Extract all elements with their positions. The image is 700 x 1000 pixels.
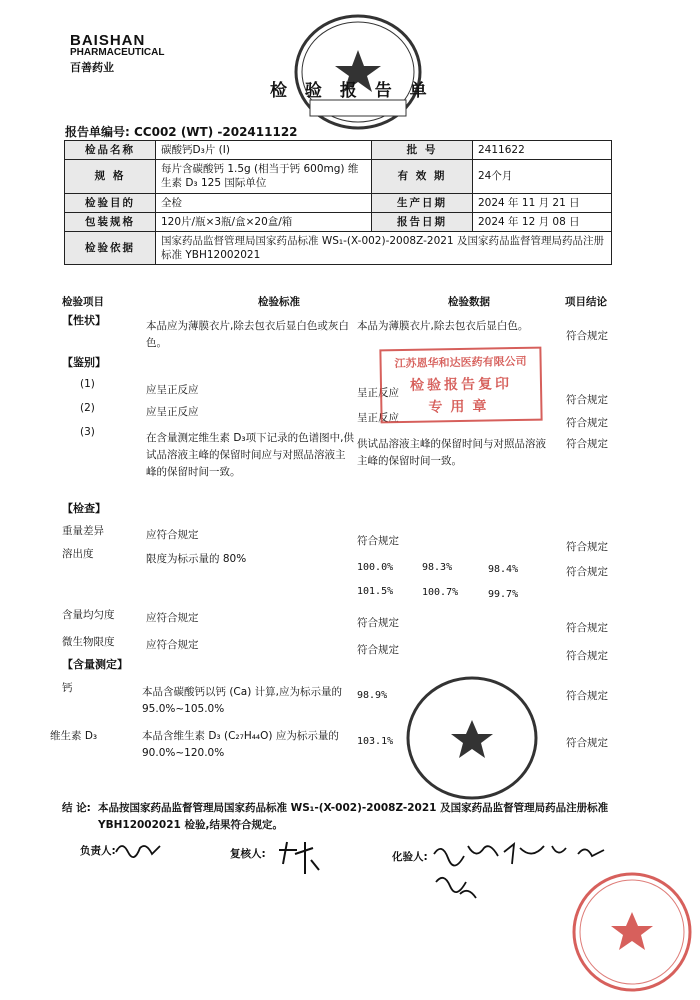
name-label: 检品名称 bbox=[65, 141, 156, 160]
report-date-value: 2024 年 12 月 08 日 bbox=[473, 212, 612, 231]
table-row bbox=[65, 212, 612, 231]
top-company-seal bbox=[288, 10, 428, 140]
dissolution-value-2: 98.3% bbox=[422, 562, 453, 573]
bottom-company-seal bbox=[568, 868, 696, 996]
prod-date-label: 生产日期 bbox=[372, 193, 473, 212]
copy-stamp-line1: 江苏恩华和达医药有限公司 bbox=[394, 354, 527, 371]
ca-standard: 本品含碳酸钙以钙 (Ca) 计算,应为标示量的 95.0%~105.0% bbox=[142, 686, 342, 715]
brand-subtitle: PHARMACEUTICAL bbox=[70, 47, 165, 58]
purpose-value: 全检 bbox=[156, 193, 372, 212]
ident-data-1: 呈正反应 bbox=[357, 387, 399, 399]
traits-data: 本品为薄膜衣片,除去包衣后显白色。 bbox=[357, 320, 529, 332]
package-label: 包装规格 bbox=[65, 212, 156, 231]
ident-standard-2: 应呈正反应 bbox=[146, 406, 199, 418]
package-value: 120片/瓶×3瓶/盒×20盒/箱 bbox=[156, 212, 372, 231]
dissolution-value-4: 101.5% bbox=[357, 586, 394, 597]
brand-name: BAISHAN bbox=[70, 32, 146, 49]
table-row bbox=[65, 160, 612, 193]
batch-label: 批 号 bbox=[372, 141, 473, 160]
ident-result-3: 符合规定 bbox=[566, 438, 608, 450]
vd-standard: 本品含维生素 D₃ (C₂₇H₄₄O) 应为标示量的 90.0%~120.0% bbox=[142, 730, 339, 759]
col-item: 检验项目 bbox=[62, 296, 104, 308]
traits-standard: 本品应为薄膜衣片,除去包衣后显白色或灰白色。 bbox=[146, 320, 349, 349]
ident-no-1: (1) bbox=[80, 378, 95, 390]
tester-label: 化验人: bbox=[392, 851, 428, 863]
reviewer-label: 复核人: bbox=[230, 848, 266, 860]
weight-label: 重量差异 bbox=[62, 525, 104, 537]
report-title: 检 验 报 告 单 bbox=[270, 81, 433, 101]
dissolution-value-5: 100.7% bbox=[422, 587, 459, 598]
vd-result: 符合规定 bbox=[566, 737, 608, 749]
ident-result-1: 符合规定 bbox=[566, 394, 608, 406]
spec-label: 规 格 bbox=[65, 160, 156, 193]
expiry-label: 有 效 期 bbox=[372, 160, 473, 193]
dissolution-result: 符合规定 bbox=[566, 566, 608, 578]
section-identification: 【鉴别】 bbox=[62, 356, 106, 369]
copy-stamp bbox=[379, 347, 542, 424]
purpose-label: 检验目的 bbox=[65, 193, 156, 212]
table-row bbox=[65, 193, 612, 212]
micro-label: 微生物限度 bbox=[62, 636, 115, 648]
ident-no-3: (3) bbox=[80, 426, 95, 438]
col-conclusion: 项目结论 bbox=[565, 296, 607, 308]
basis-label: 检验依据 bbox=[65, 231, 156, 264]
report-date-label: 报告日期 bbox=[372, 212, 473, 231]
ident-standard-1: 应呈正反应 bbox=[146, 384, 199, 396]
ident-data-3: 供试品溶液主峰的保留时间与对照品溶液主峰的保留时间一致。 bbox=[357, 438, 546, 467]
copy-stamp-line3: 专用章 bbox=[428, 398, 495, 416]
dissolution-standard: 限度为标示量的 80% bbox=[146, 553, 247, 565]
weight-result: 符合规定 bbox=[566, 541, 608, 553]
quality-management-seal bbox=[402, 672, 542, 804]
basis-value: 国家药品监督管理局国家药品标准 WS₁-(X-002)-2008Z-2021 及国家药品监督管理局药品注册标准 YBH12002021 bbox=[156, 231, 612, 264]
table-row bbox=[65, 231, 612, 264]
conclusion-label: 结 论: bbox=[62, 802, 91, 814]
section-traits: 【性状】 bbox=[62, 314, 106, 327]
reviewer-signature bbox=[275, 840, 325, 880]
conclusion-text: 本品按国家药品监督管理局国家药品标准 WS₁-(X-002)-2008Z-2021 及国家药品监督管理局药品注册标准 YBH12002021 检验,结果符合规定。 bbox=[98, 802, 609, 831]
uniformity-data: 符合规定 bbox=[357, 617, 399, 629]
ident-result-2: 符合规定 bbox=[566, 417, 608, 429]
ident-no-2: (2) bbox=[80, 402, 95, 414]
col-standard: 检验标准 bbox=[258, 296, 300, 308]
vd-label: 维生素 D₃ bbox=[50, 730, 98, 742]
dissolution-value-6: 99.7% bbox=[488, 589, 519, 600]
batch-value: 2411622 bbox=[473, 141, 612, 160]
prod-date-value: 2024 年 11 月 21 日 bbox=[473, 193, 612, 212]
uniformity-result: 符合规定 bbox=[566, 622, 608, 634]
report-number: 报告单编号: CC002 (WT) -202411122 bbox=[65, 125, 298, 139]
dissolution-label: 溶出度 bbox=[62, 548, 94, 560]
ident-data-2: 呈正反应 bbox=[357, 412, 399, 424]
expiry-value: 24个月 bbox=[473, 160, 612, 193]
name-value: 碳酸钙D₃片 (I) bbox=[156, 141, 372, 160]
weight-standard: 应符合规定 bbox=[146, 529, 199, 541]
col-data: 检验数据 bbox=[448, 296, 490, 308]
spec-value: 每片含碳酸钙 1.5g (相当于钙 600mg) 维生素 D₃ 125 国际单位 bbox=[156, 160, 372, 193]
uniformity-label: 含量均匀度 bbox=[62, 609, 115, 621]
responsible-signature bbox=[114, 838, 162, 860]
ident-standard-3: 在含量测定维生素 D₃项下记录的色谱图中,供试品溶液主峰的保留时间应与对照品溶液主峰的保留时间一致。 bbox=[146, 432, 354, 478]
traits-result: 符合规定 bbox=[566, 330, 608, 342]
micro-data: 符合规定 bbox=[357, 644, 399, 656]
responsible-label: 负责人: bbox=[80, 845, 116, 857]
weight-data: 符合规定 bbox=[357, 535, 399, 547]
ca-label: 钙 bbox=[62, 682, 73, 694]
brand-chinese: 百善药业 bbox=[70, 61, 114, 74]
section-assay: 【含量测定】 bbox=[62, 658, 128, 671]
micro-standard: 应符合规定 bbox=[146, 639, 199, 651]
uniformity-standard: 应符合规定 bbox=[146, 612, 199, 624]
dissolution-value-3: 98.4% bbox=[488, 564, 519, 575]
dissolution-value-1: 100.0% bbox=[357, 562, 394, 573]
ca-data: 98.9% bbox=[357, 690, 388, 701]
ca-result: 符合规定 bbox=[566, 690, 608, 702]
table-row bbox=[65, 141, 612, 160]
micro-result: 符合规定 bbox=[566, 650, 608, 662]
section-inspection: 【检查】 bbox=[62, 502, 106, 515]
vd-data: 103.1% bbox=[357, 736, 394, 747]
info-table bbox=[64, 140, 612, 265]
copy-stamp-line2: 检验报告复印 bbox=[409, 376, 513, 394]
